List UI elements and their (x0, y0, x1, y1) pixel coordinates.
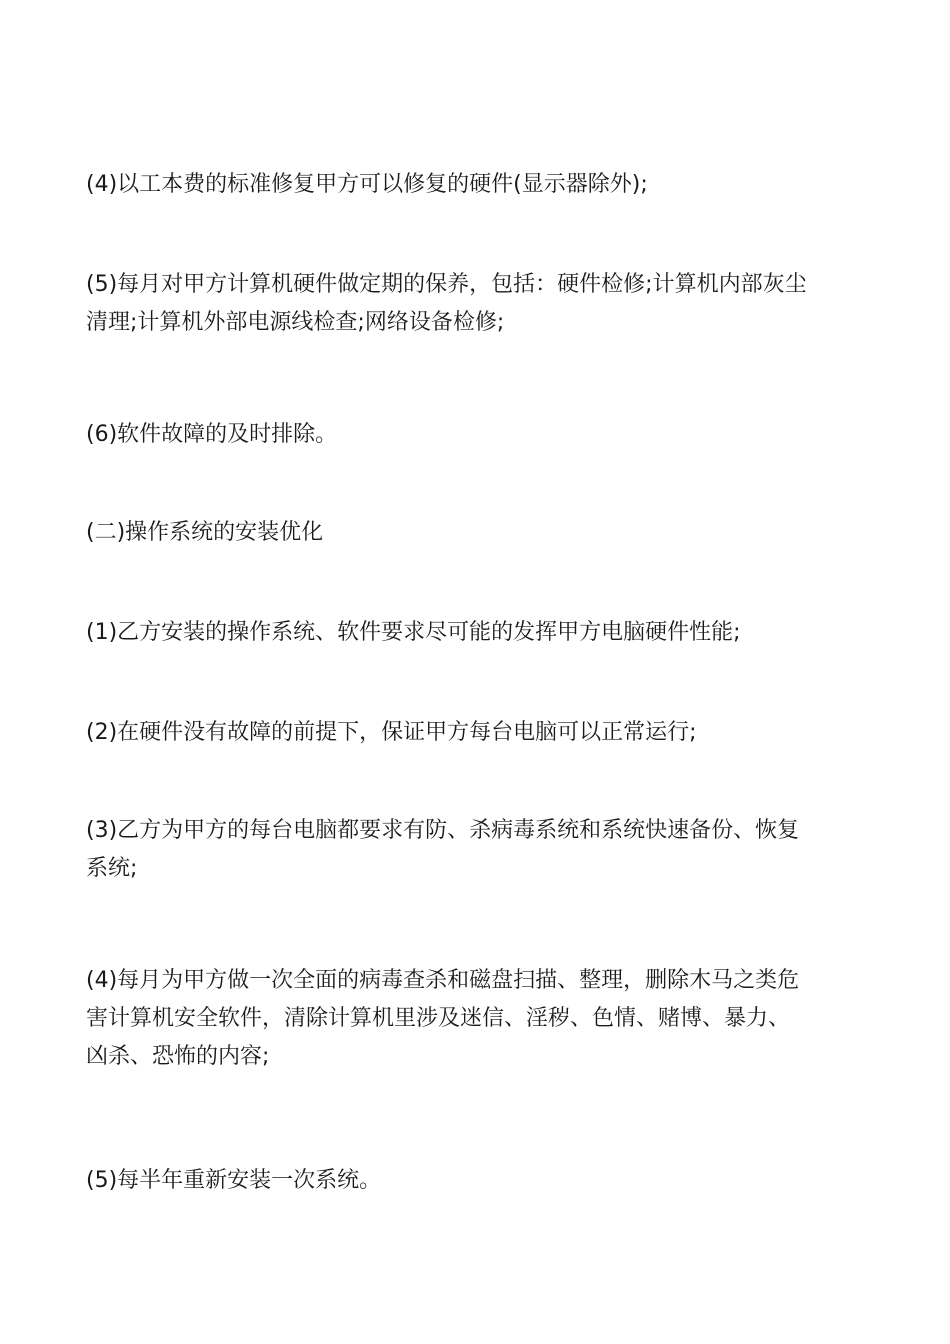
text-line: (6)软件故障的及时排除。 (86, 422, 338, 447)
text-line: (3)乙方为甲方的每台电脑都要求有防、杀病毒系统和系统快速备份、恢复 (86, 818, 800, 843)
text-line: 害计算机安全软件，清除计算机里涉及迷信、淫秽、色情、赌博、暴力、 (86, 1006, 791, 1031)
paragraph-reinstall (86, 1162, 876, 1200)
text-line: (4)每月为甲方做一次全面的病毒查杀和磁盘扫描、整理，删除木马之类危 (86, 968, 800, 993)
paragraph-os-performance (86, 614, 876, 652)
section-heading-os-install (86, 514, 876, 552)
paragraph-normal-operation (86, 714, 876, 752)
paragraph-antivirus-backup (86, 812, 876, 888)
text-line: 系统; (86, 856, 138, 881)
text-line: (4)以工本费的标准修复甲方可以修复的硬件(显示器除外); (86, 172, 648, 197)
text-line: (二)操作系统的安装优化 (86, 520, 324, 545)
paragraph-monthly-maintenance (86, 266, 876, 342)
text-line: 清理;计算机外部电源线检查;网络设备检修; (86, 310, 505, 335)
paragraph-monthly-scan (86, 962, 876, 1076)
text-line: (2)在硬件没有故障的前提下，保证甲方每台电脑可以正常运行; (86, 720, 697, 745)
paragraph-software-fault (86, 416, 876, 454)
paragraph-hardware-repair (86, 166, 876, 204)
text-line: (5)每月对甲方计算机硬件做定期的保养，包括：硬件检修;计算机内部灰尘 (86, 272, 807, 297)
text-line: (1)乙方安装的操作系统、软件要求尽可能的发挥甲方电脑硬件性能; (86, 620, 741, 645)
text-line: (5)每半年重新安装一次系统。 (86, 1168, 382, 1193)
text-line: 凶杀、恐怖的内容; (86, 1044, 270, 1069)
